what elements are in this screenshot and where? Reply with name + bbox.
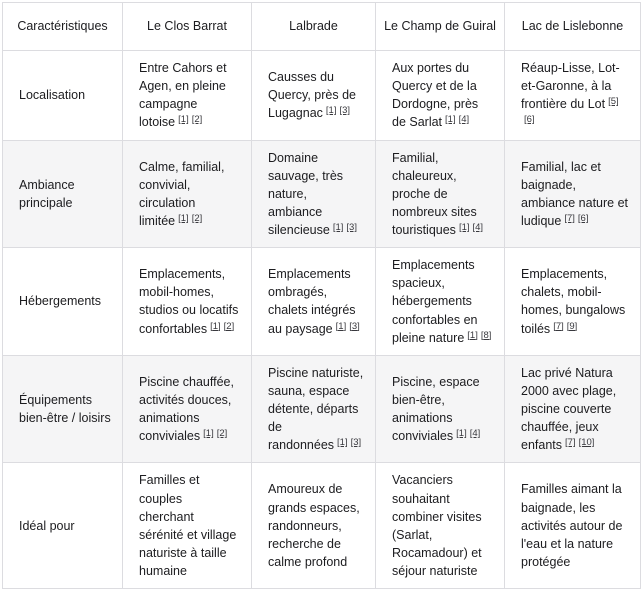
cell-text: Calme, familial, convivial, circulation limitée — [139, 159, 225, 228]
citation-link[interactable]: [9] — [566, 320, 578, 332]
citation-link[interactable]: [1] — [178, 212, 189, 224]
table-cell — [505, 355, 641, 463]
citation-link[interactable]: [2] — [216, 428, 228, 440]
cell-text: Aux portes du Quercy et de la Dordogne, près de Sarlat — [392, 61, 479, 130]
citation-link[interactable]: [1] — [445, 114, 456, 126]
cell-text: Emplacements, chalets, mobil-homes, bungalows toilés — [521, 267, 626, 336]
citation-link[interactable]: [8] — [480, 329, 492, 341]
table-cell — [505, 463, 641, 589]
citation-link[interactable]: [2] — [191, 212, 203, 224]
citation-link[interactable]: [7] — [565, 437, 576, 449]
table-cell — [505, 140, 641, 248]
citation-link[interactable]: [1] — [458, 222, 470, 233]
cell-text: Domaine sauvage, très nature, ambiance silencieuse — [268, 150, 344, 237]
cell-text: Piscine chauffée, activités douces, animations conviviales — [139, 374, 234, 444]
citation-link[interactable]: [1] — [335, 320, 347, 332]
citation-link[interactable]: [3] — [350, 437, 362, 449]
citation-link[interactable]: [1] — [467, 329, 478, 341]
cell-text: Familial, chaleureux, proche de nombreux sites touristiques — [392, 150, 477, 237]
citation-link[interactable]: [1] — [325, 105, 337, 117]
comparison-table — [2, 2, 641, 589]
table-cell — [252, 355, 376, 463]
row-label-localisation: Localisation — [3, 51, 123, 141]
table-row-equipements — [3, 355, 641, 463]
table-header-row — [3, 3, 641, 51]
cell-text: Emplacements ombragés, chalets intégrés au paysage — [268, 267, 356, 336]
table-cell — [376, 248, 505, 356]
cell-text: Vacanciers souhaitant combiner visites (Sarlat, Rocamadour) et séjour naturiste — [392, 473, 482, 578]
citation-link[interactable]: [1] — [337, 437, 348, 449]
table-cell — [376, 463, 505, 589]
citation-link[interactable]: [2] — [191, 114, 203, 126]
citation-link[interactable]: [7] — [564, 212, 575, 224]
citation-link[interactable]: [3] — [346, 222, 357, 233]
citation-link[interactable]: [6] — [524, 114, 535, 126]
cell-text: Familial, lac et baignade, ambiance nature et ludique — [521, 159, 629, 228]
table-cell — [505, 248, 641, 356]
table-cell — [252, 463, 376, 589]
citation-link[interactable]: [1] — [178, 114, 189, 126]
table-row-ambiance-principale — [3, 140, 641, 248]
table-cell — [123, 51, 252, 141]
row-label-equipements: Équipements bien-être / loisirs — [3, 355, 123, 463]
citation-link[interactable]: [1] — [456, 428, 467, 440]
cell-text: Réaup-Lisse, Lot-et-Garonne, à la frontière du Lot — [521, 61, 620, 112]
table-cell — [252, 248, 376, 356]
citation-link[interactable]: [1] — [332, 222, 344, 233]
citation-link[interactable]: [10] — [578, 437, 595, 449]
table-cell — [505, 51, 641, 141]
citation-link[interactable]: [4] — [472, 222, 484, 233]
citation-link[interactable]: [3] — [349, 320, 360, 332]
row-label-hebergements: Hébergements — [3, 248, 123, 356]
cell-text: Familles et couples cherchant sérénité et village naturiste à taille humaine — [139, 473, 237, 578]
citation-link[interactable]: [6] — [577, 212, 589, 224]
table-cell — [252, 51, 376, 141]
column-header-lalbrade: Lalbrade — [252, 3, 376, 51]
table-cell — [123, 463, 252, 589]
citation-link[interactable]: [4] — [458, 114, 470, 126]
column-header-caracteristiques: Caractéristiques — [3, 3, 123, 51]
citation-link[interactable]: [4] — [469, 428, 481, 440]
cell-text: Piscine naturiste, sauna, espace détente, départs de randonnées — [268, 365, 364, 453]
table-row-ideal-pour — [3, 463, 641, 589]
table-row-hebergements — [3, 248, 641, 356]
table-cell — [123, 248, 252, 356]
table-cell — [376, 355, 505, 463]
citation-link[interactable]: [5] — [608, 96, 619, 108]
citation-link[interactable]: [1] — [203, 428, 214, 440]
column-header-le-clos-barrat: Le Clos Barrat — [123, 3, 252, 51]
cell-text: Entre Cahors et Agen, en pleine campagne lotoise — [139, 61, 227, 130]
table-row-localisation — [3, 51, 641, 141]
row-label-ideal-pour: Idéal pour — [3, 463, 123, 589]
row-label-ambiance-principale: Ambiance principale — [3, 140, 123, 248]
citation-link[interactable]: [7] — [553, 320, 564, 332]
cell-text: Familles aimant la baignade, les activités autour de l'eau et la nature protégée — [521, 482, 623, 569]
cell-text: Amoureux de grands espaces, randonneurs, recherche de calme profond — [268, 482, 360, 569]
cell-text: Emplacements spacieux, hébergements confortables en pleine nature — [392, 258, 478, 345]
table-cell — [252, 140, 376, 248]
cell-text: Piscine, espace bien-être, animations conviviales — [392, 374, 480, 444]
table-cell — [123, 140, 252, 248]
column-header-le-champ-de-guiral: Le Champ de Guiral — [376, 3, 505, 51]
column-header-lac-de-lislebonne: Lac de Lislebonne — [505, 3, 641, 51]
table-cell — [123, 355, 252, 463]
citation-link[interactable]: [3] — [339, 105, 351, 117]
citation-link[interactable]: [1] — [210, 320, 221, 332]
cell-text: Lac privé Natura 2000 avec plage, piscine couverte chauffée, jeux enfants — [521, 365, 617, 453]
cell-text: Emplacements, mobil-homes, studios ou locatifs confortables — [139, 267, 239, 336]
cell-text: Causses du Quercy, près de Lugagnac — [268, 70, 357, 121]
table-cell — [376, 140, 505, 248]
table-cell — [376, 51, 505, 141]
citation-link[interactable]: [2] — [223, 320, 235, 332]
